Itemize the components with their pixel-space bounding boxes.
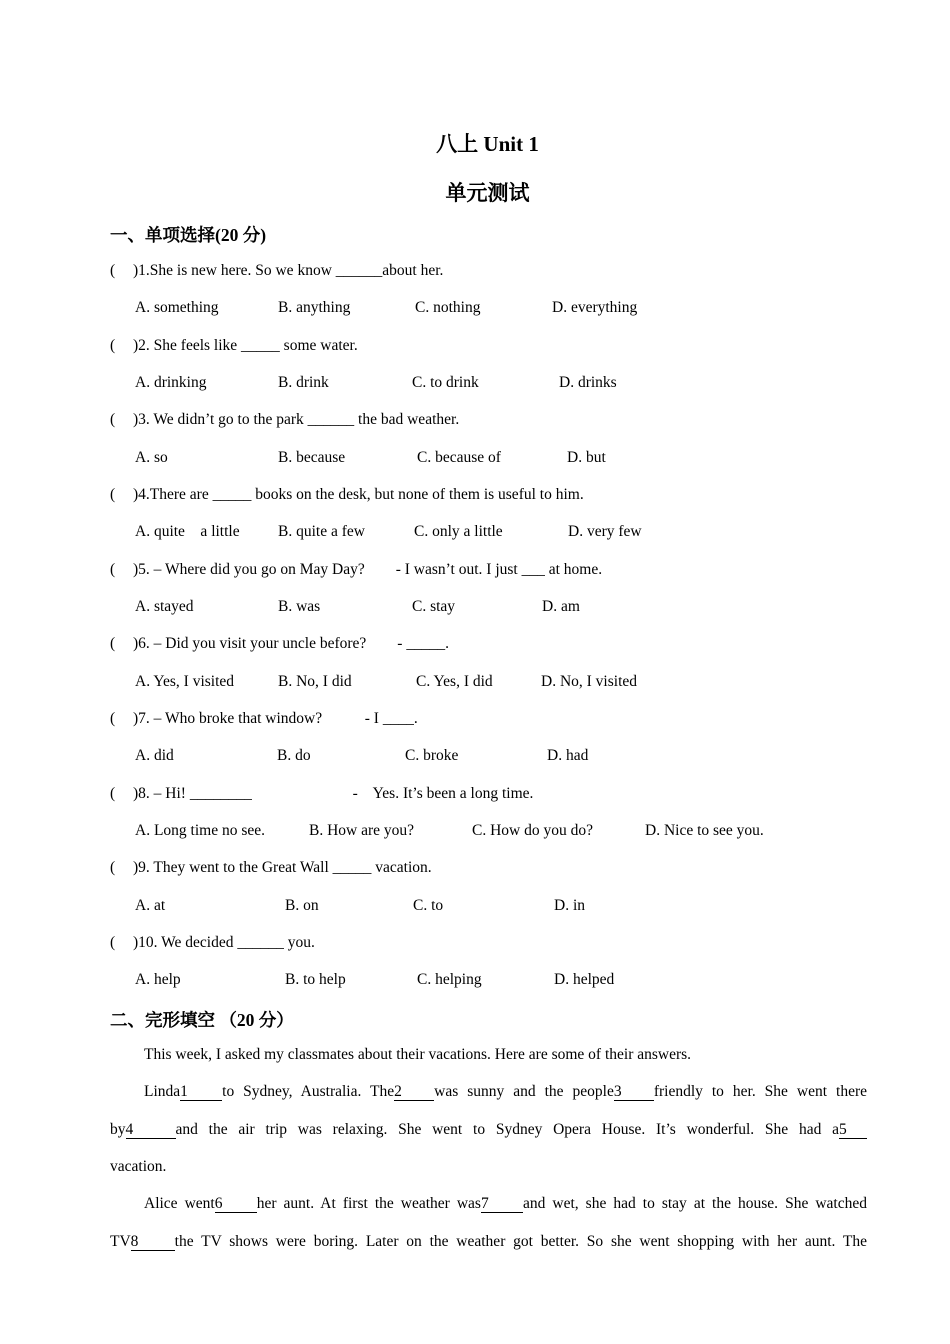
option-b: B. quite a few bbox=[278, 523, 365, 540]
option-c: C. Yes, I did bbox=[416, 673, 493, 690]
question-10: ( )10. We decided ______ you. bbox=[110, 934, 315, 951]
question-6: ( )6. – Did you visit your uncle before? - _____. bbox=[110, 635, 449, 652]
option-a: A. Long time no see. bbox=[135, 822, 266, 839]
option-a: A. quite a little bbox=[135, 523, 240, 540]
option-d: D. No, I visited bbox=[541, 673, 638, 690]
option-d: D. helped bbox=[554, 971, 615, 988]
option-d: D. but bbox=[567, 449, 606, 466]
option-d: D. drinks bbox=[559, 374, 617, 391]
option-c: C. to drink bbox=[412, 374, 479, 391]
options-6 bbox=[135, 673, 835, 693]
cloze-blank: 3 bbox=[614, 1084, 654, 1101]
options-9 bbox=[135, 897, 835, 917]
question-stem: )8. – Hi! ________ - Yes. It’s been a long time. bbox=[133, 785, 534, 802]
question-1: ( )1.She is new here. So we know ______about her. bbox=[110, 262, 444, 279]
option-c: C. to bbox=[413, 897, 444, 914]
question-7: ( )7. – Who broke that window? - I ____. bbox=[110, 710, 418, 727]
cloze-blank: 4 bbox=[126, 1122, 176, 1139]
option-c: C. How do you do? bbox=[472, 822, 593, 839]
question-stem: )3. We didn’t go to the park ______ the bad weather. bbox=[133, 411, 460, 428]
question-stem: )9. They went to the Great Wall _____ vacation. bbox=[133, 859, 432, 876]
option-b: B. to help bbox=[285, 971, 346, 988]
cloze-intro: This week, I asked my classmates about their vacations. Here are some of their answers. bbox=[144, 1046, 692, 1063]
option-c: C. nothing bbox=[415, 299, 481, 316]
option-a: A. at bbox=[135, 897, 166, 914]
option-a: A. did bbox=[135, 747, 174, 764]
option-c: C. stay bbox=[412, 598, 456, 615]
question-stem: )4.There are _____ books on the desk, but none of them is useful to him. bbox=[133, 486, 584, 503]
question-stem: )6. – Did you visit your uncle before? - _____. bbox=[133, 635, 449, 652]
options-5 bbox=[135, 598, 835, 618]
option-b: B. do bbox=[277, 747, 311, 764]
option-a: A. help bbox=[135, 971, 181, 988]
question-5: ( )5. – Where did you go on May Day? - I wasn’t out. I just ___ at home. bbox=[110, 561, 603, 578]
option-b: B. How are you? bbox=[309, 822, 415, 839]
option-a: A. something bbox=[135, 299, 219, 316]
question-stem: )5. – Where did you go on May Day? - I wasn’t out. I just ___ at home. bbox=[133, 561, 603, 578]
question-4: ( )4.There are _____ books on the desk, but none of them is useful to him. bbox=[110, 486, 584, 503]
options-2 bbox=[135, 374, 835, 394]
option-c: C. broke bbox=[405, 747, 459, 764]
option-b: B. drink bbox=[278, 374, 329, 391]
page-title: 八上 Unit 1 bbox=[436, 132, 539, 156]
option-d: D. had bbox=[547, 747, 589, 764]
options-7 bbox=[135, 747, 835, 767]
option-b: B. anything bbox=[278, 299, 351, 316]
cloze-blank: 5 bbox=[839, 1122, 867, 1139]
option-b: B. on bbox=[285, 897, 319, 914]
option-d: D. everything bbox=[552, 299, 638, 316]
cloze-paragraph-alice-line-1: Alice went6 her aunt. At first the weather was7 and wet, she had to stay at the house. She watched bbox=[144, 1195, 868, 1212]
section-heading-cloze: 二、完形填空 （20 分） bbox=[110, 1010, 294, 1030]
options-10 bbox=[135, 971, 835, 991]
option-a: A. Yes, I visited bbox=[135, 673, 235, 690]
option-b: B. No, I did bbox=[278, 673, 352, 690]
question-3: ( )3. We didn’t go to the park ______ the bad weather. bbox=[110, 411, 460, 428]
cloze-blank: 2 bbox=[394, 1084, 434, 1101]
cloze-blank: 6 bbox=[215, 1196, 257, 1213]
option-d: D. Nice to see you. bbox=[645, 822, 764, 839]
cloze-paragraph-alice-line-2: TV8 the TV shows were boring. Later on the weather got better. So she went shopping with her aunt. The bbox=[110, 1233, 867, 1250]
options-8 bbox=[135, 822, 835, 842]
options-1 bbox=[135, 299, 835, 319]
question-9: ( )9. They went to the Great Wall _____ vacation. bbox=[110, 859, 432, 876]
option-a: A. drinking bbox=[135, 374, 207, 391]
option-b: B. because bbox=[278, 449, 346, 466]
cloze-paragraph-linda-line-3: vacation. bbox=[110, 1158, 167, 1175]
option-a: A. so bbox=[135, 449, 168, 466]
cloze-blank: 8 bbox=[131, 1234, 175, 1251]
option-c: C. because of bbox=[417, 449, 501, 466]
cloze-paragraph-linda-line-1: Linda1 to Sydney, Australia. The2 was sunny and the people3 friendly to her. She went there bbox=[144, 1083, 867, 1100]
question-8: ( )8. – Hi! ________ - Yes. It’s been a long time. bbox=[110, 785, 534, 802]
option-a: A. stayed bbox=[135, 598, 194, 615]
option-c: C. helping bbox=[417, 971, 482, 988]
option-b: B. was bbox=[278, 598, 321, 615]
section-heading-multiple-choice: 一、单项选择(20 分) bbox=[110, 225, 267, 245]
question-stem: )10. We decided ______ you. bbox=[133, 934, 315, 951]
cloze-paragraph-linda-line-2: by4 and the air trip was relaxing. She went to Sydney Opera House. It’s wonderful. She had a5 bbox=[110, 1121, 867, 1139]
page-subtitle: 单元测试 bbox=[445, 181, 530, 205]
question-stem: )1.She is new here. So we know ______about her. bbox=[133, 262, 444, 279]
cloze-blank: 1 bbox=[180, 1084, 222, 1101]
option-c: C. only a little bbox=[414, 523, 503, 540]
question-stem: )7. – Who broke that window? - I ____. bbox=[133, 710, 418, 727]
cloze-blank: 7 bbox=[481, 1196, 523, 1213]
options-3 bbox=[135, 449, 835, 469]
option-d: D. very few bbox=[568, 523, 642, 540]
question-stem: )2. She feels like _____ some water. bbox=[133, 337, 358, 354]
option-d: D. am bbox=[542, 598, 580, 615]
options-4 bbox=[135, 523, 835, 543]
option-d: D. in bbox=[554, 897, 585, 914]
question-2: ( )2. She feels like _____ some water. bbox=[110, 337, 358, 354]
